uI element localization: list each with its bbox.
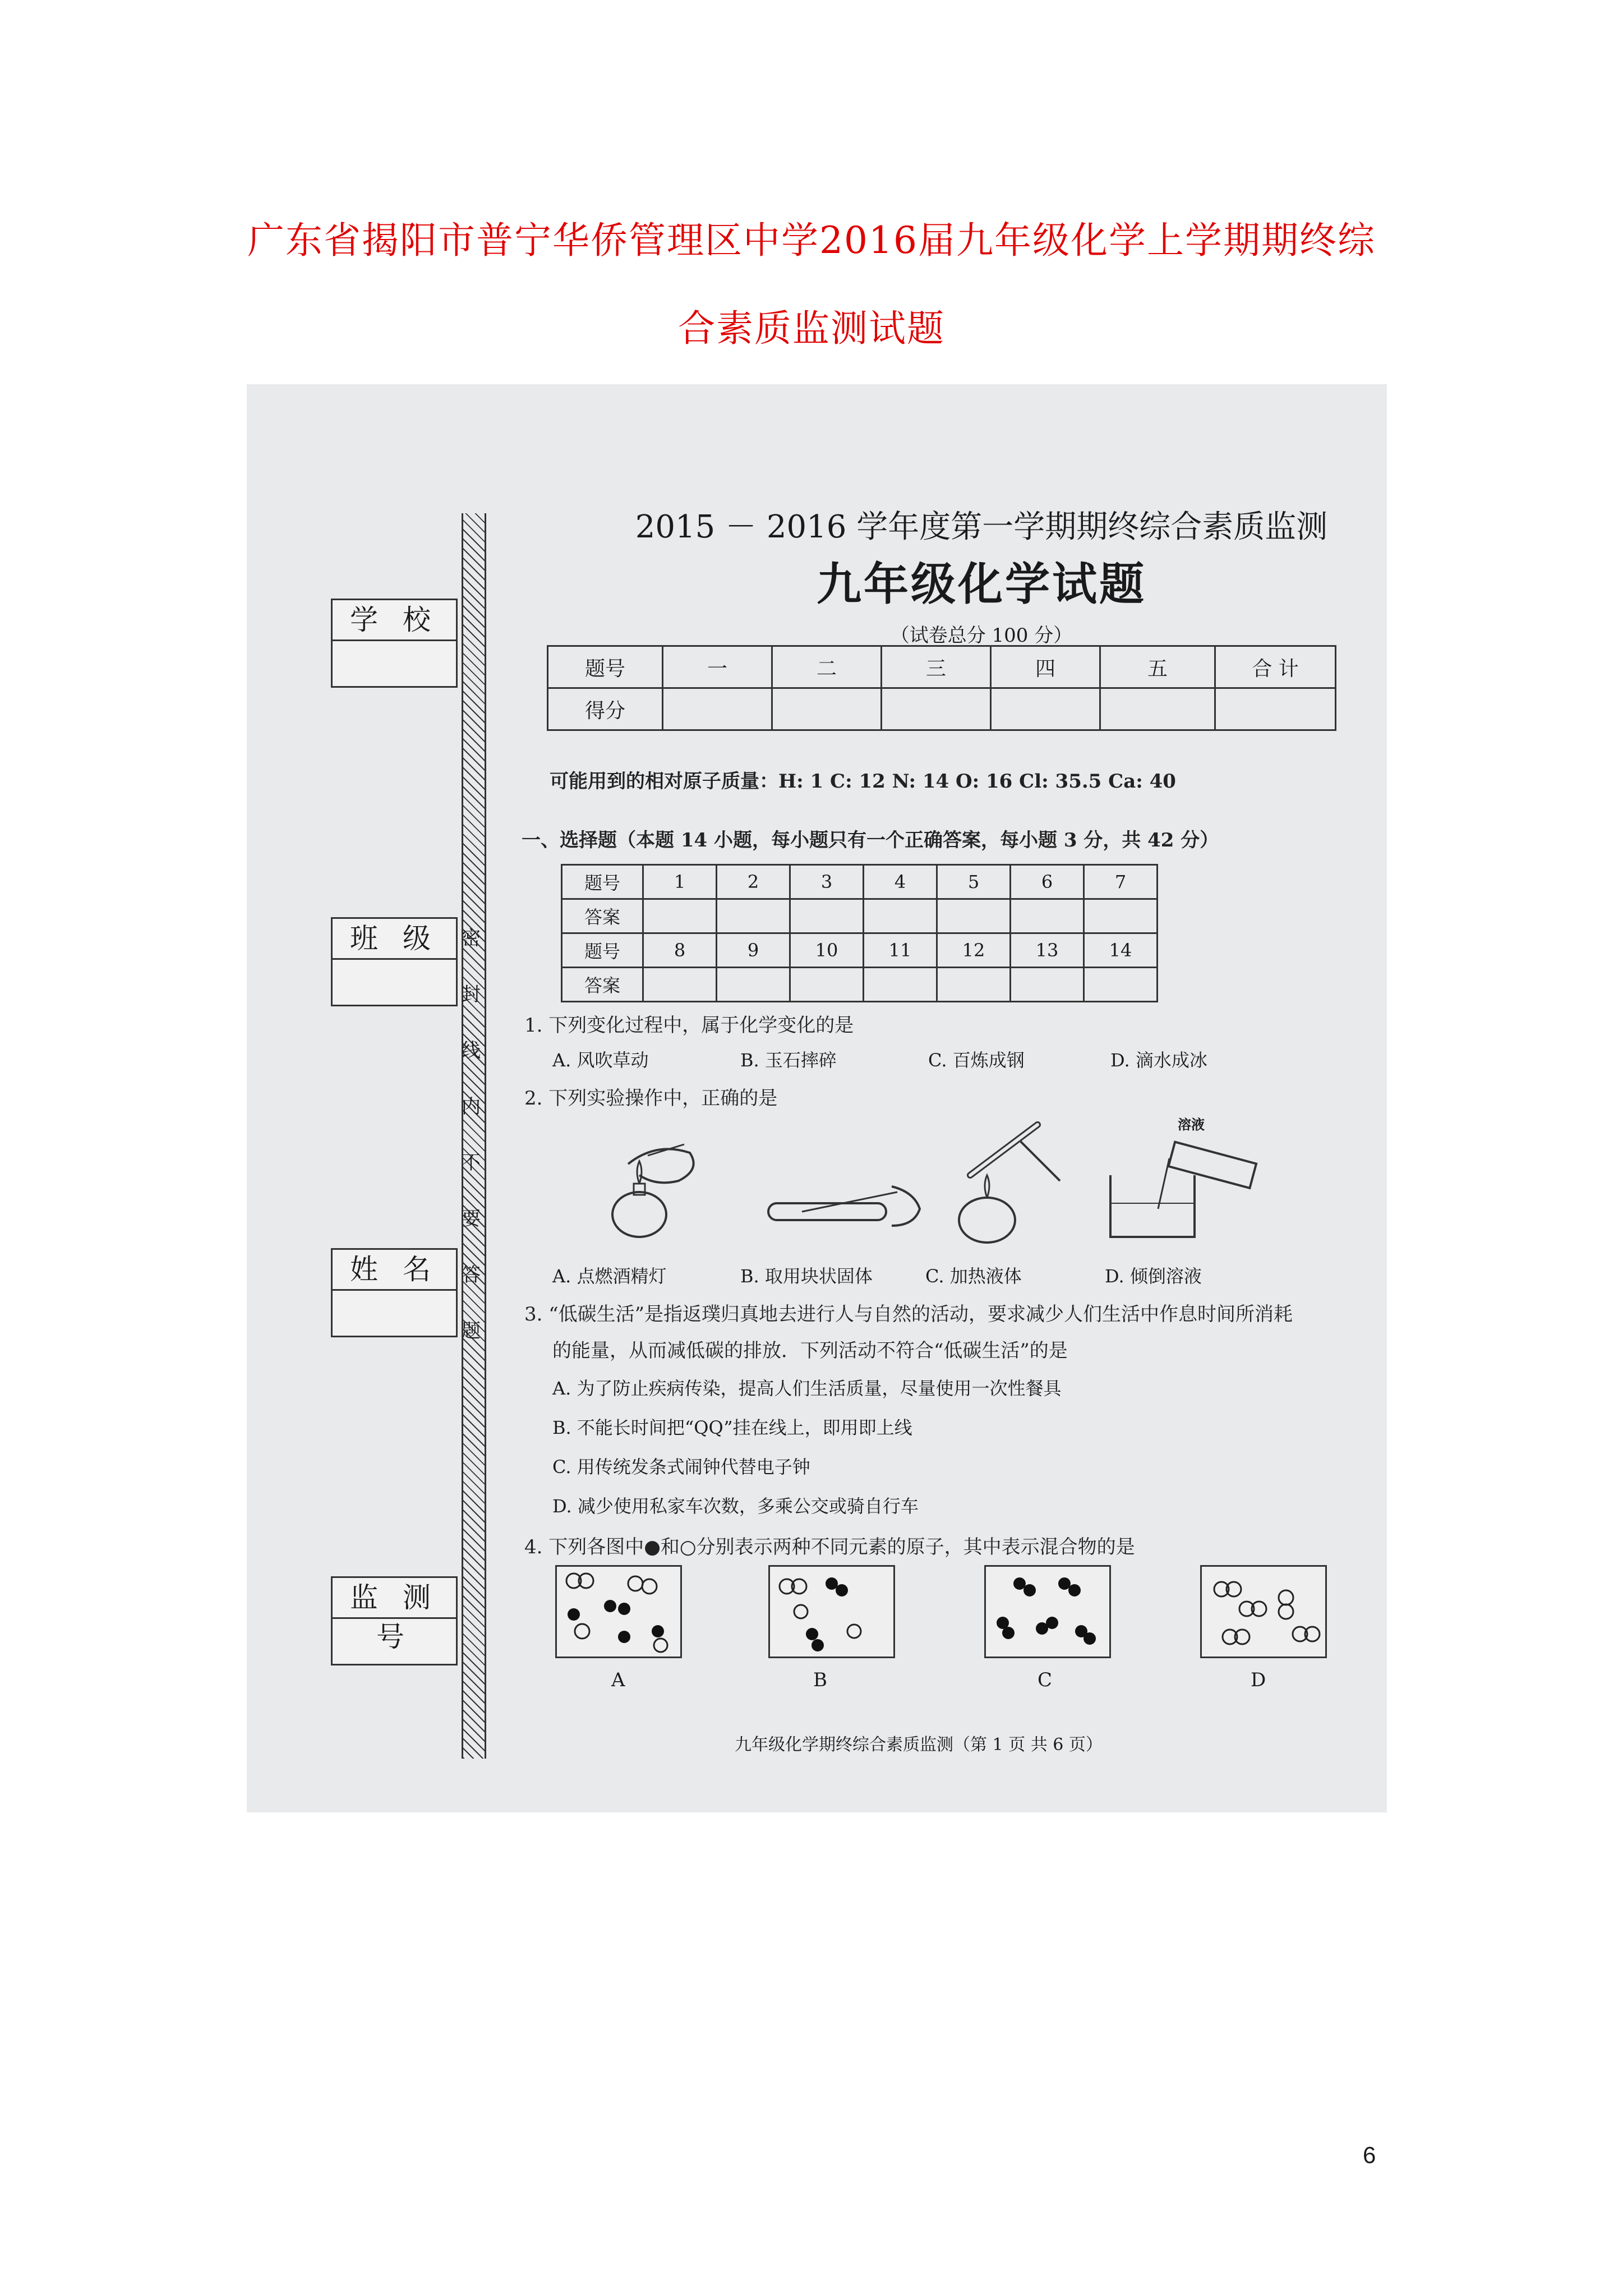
alcohol-lamp-lighting-illustration (606, 1130, 707, 1248)
question-3-stem-line1: 3. “低碳生活”是指返璞归真地去进行人与自然的活动，要求减少人们生活中作息时间所消耗 (524, 1303, 1293, 1326)
q3-option-c: C. 用传统发条式闹钟代替电子钟 (552, 1456, 810, 1478)
q2-option-c: C. 加热液体 (925, 1266, 1022, 1287)
q1-option-a: A. 风吹草动 (552, 1050, 649, 1071)
molecule-diagram-c (984, 1565, 1111, 1658)
score-table: 题号 一 二 三 四 五 合 计 得分 (547, 645, 1336, 731)
document-title-line2: 合素质监测试题 (678, 307, 945, 350)
question-4-stem: 4. 下列各图中●和○分别表示两种不同元素的原子，其中表示混合物的是 (524, 1536, 1135, 1558)
molecule-diagram-d (1200, 1565, 1327, 1658)
exam-number-box (331, 1576, 458, 1665)
section-one-heading: 一、选择题（本题 14 小题，每小题只有一个正确答案，每小题 3 分，共 42 分） (522, 829, 1219, 852)
scanned-exam-page: 学 校 班 级 姓 名 监 测 号 密 封 线 内 不 要 答 题 2015 － 2016 学年度第一学期期终综合素质监测 九年级化学试题 （试卷总分 100 分） 题号 一 二 三 四 五 合 计 得分 可能用到的相对原子质量：H: 1 C: 12 N: 14 O: 16 Cl: 35.5 Ca: 40 一、选择题（本题 14 小题，每小题只有一个正确答案，每小题 3 分，共 42 分） 题号 1 2 3 4 5 6 7 答案 题号 8 9 10 11 12 13 14 答案 1. 下列变化过程中，属于化学变化的是 A. 风吹草动 B. 玉石摔碎 C. 百炼成钢 D. 滴水成冰 2. 下列实验操作中，正确的是 溶液 A. 点燃酒精灯 B. 取用块状固体 C. 加热液体 D. 倾倒溶液 3. “低碳生活”是指返璞归真地去进行人与自然的活动，要求减少人们生活中作息时间所消耗 的能量，从而减低碳的排放．下列活动不符合“低碳生活”的是 A. 为了防止疾病传染，提高人们生活质量，尽量使用一次性餐具 B. 不能长时间把“QQ”挂在线上，即用即上线 C. 用传统发条式闹钟代替电子钟 D. 减少使用私家车次数，多乘公交或骑自行车 4. 下列各图中●和○分别表示两种不同元素的原子，其中表示混合物的是 A B C D 九年级化学期终综合素质监测（第 1 页 共 6 页） (247, 384, 1387, 1812)
binding-hatch (462, 513, 486, 1759)
atomic-mass-line: 可能用到的相对原子质量：H: 1 C: 12 N: 14 O: 16 Cl: 35.5 Ca: 40 (550, 770, 1176, 793)
scan-footer: 九年级化学期终综合素质监测（第 1 页 共 6 页） (735, 1735, 1103, 1755)
answer-table: 题号 1 2 3 4 5 6 7 答案 题号 8 9 10 11 12 13 14 答案 (561, 864, 1158, 1002)
school-label: 学 校 (333, 600, 456, 641)
school-box (331, 599, 458, 688)
q2-option-d: D. 倾倒溶液 (1105, 1266, 1202, 1287)
question-1-stem: 1. 下列变化过程中，属于化学变化的是 (524, 1014, 854, 1037)
exam-number-label: 监 测 号 (333, 1578, 456, 1619)
exam-subject: 九年级化学试题 (817, 558, 1146, 610)
question-2-stem: 2. 下列实验操作中，正确的是 (524, 1087, 778, 1110)
total-points: （试卷总分 100 分） (890, 624, 1073, 647)
name-box (331, 1248, 458, 1337)
page-number: 6 (1363, 2142, 1376, 2168)
q1-option-c: C. 百炼成钢 (928, 1050, 1025, 1071)
exam-header: 2015 － 2016 学年度第一学期期终综合素质监测 (635, 509, 1328, 545)
question-3-stem-line2: 的能量，从而减低碳的排放．下列活动不符合“低碳生活”的是 (552, 1340, 1068, 1362)
q3-option-d: D. 减少使用私家车次数，多乘公交或骑自行车 (552, 1496, 919, 1517)
q4-label-d: D (1251, 1669, 1266, 1691)
q3-option-a: A. 为了防止疾病传染，提高人们生活质量，尽量使用一次性餐具 (552, 1378, 1062, 1399)
q3-option-b: B. 不能长时间把“QQ”挂在线上，即用即上线 (552, 1417, 912, 1438)
solution-label: 溶液 (1178, 1116, 1205, 1133)
class-box (331, 917, 458, 1006)
class-label: 班 级 (333, 919, 456, 960)
name-label: 姓 名 (333, 1250, 456, 1291)
q4-label-c: C (1038, 1669, 1053, 1691)
q4-label-b: B (813, 1669, 827, 1691)
q1-option-d: D. 滴水成冰 (1110, 1050, 1207, 1071)
q4-label-a: A (611, 1669, 625, 1691)
molecule-diagram-a (555, 1565, 682, 1658)
test-tube-solid-illustration (763, 1181, 931, 1243)
pouring-solution-illustration (1099, 1130, 1267, 1248)
molecule-diagram-b (768, 1565, 895, 1658)
heating-liquid-illustration (937, 1114, 1082, 1248)
document-title-line1: 广东省揭阳市普宁华侨管理区中学2016届九年级化学上学期期终综 (247, 219, 1376, 262)
q2-option-b: B. 取用块状固体 (740, 1266, 873, 1287)
q1-option-b: B. 玉石摔碎 (740, 1050, 837, 1071)
q2-option-a: A. 点燃酒精灯 (552, 1266, 667, 1287)
